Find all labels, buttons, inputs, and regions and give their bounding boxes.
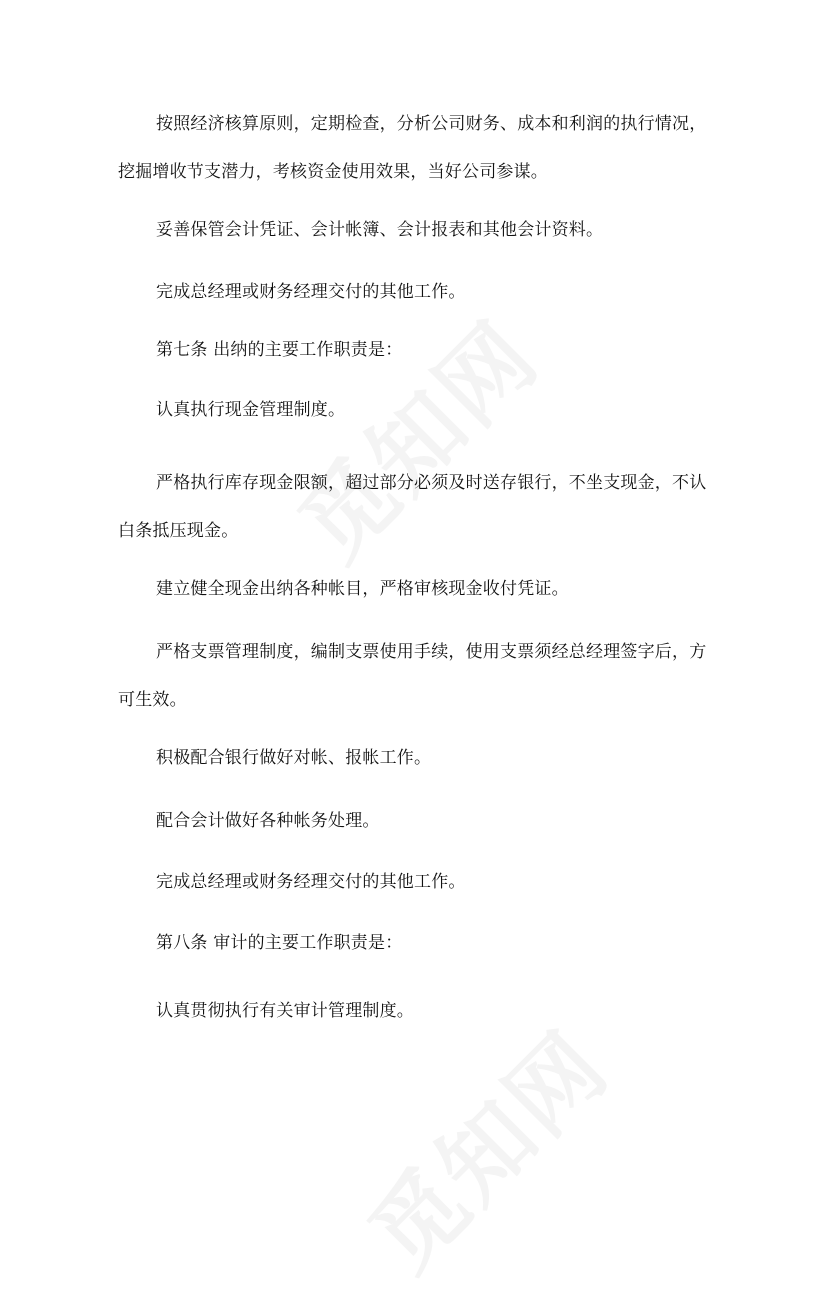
paragraph: 积极配合银行做好对帐、报帐工作。 [156, 748, 432, 768]
paragraph: 按照经济核算原则，定期检查，分析公司财务、成本和利润的执行情况，挖掘增收节支潜力，考核资金使用效果，当好公司参谋。 [118, 114, 707, 182]
paragraph: 严格执行库存现金限额，超过部分必须及时送存银行，不坐支现金，不认白条抵压现金。 [118, 473, 707, 541]
paragraph: 完成总经理或财务经理交付的其他工作。 [156, 872, 466, 892]
section-heading: 第八条 审计的主要工作职责是： [156, 933, 403, 953]
paragraph: 妥善保管会计凭证、会计帐簿、会计报表和其他会计资料。 [156, 220, 604, 240]
watermark [336, 998, 633, 1295]
paragraph: 认真贯彻执行有关审计管理制度。 [156, 1001, 414, 1021]
paragraph: 严格支票管理制度，编制支票使用手续，使用支票须经总经理签字后，方可生效。 [118, 642, 707, 710]
paragraph: 认真执行现金管理制度。 [156, 400, 346, 420]
section-heading: 第七条 出纳的主要工作职责是： [156, 340, 403, 360]
paragraph: 配合会计做好各种帐务处理。 [156, 811, 380, 831]
paragraph: 完成总经理或财务经理交付的其他工作。 [156, 282, 466, 302]
paragraph: 建立健全现金出纳各种帐目，严格审核现金收付凭证。 [156, 579, 569, 599]
